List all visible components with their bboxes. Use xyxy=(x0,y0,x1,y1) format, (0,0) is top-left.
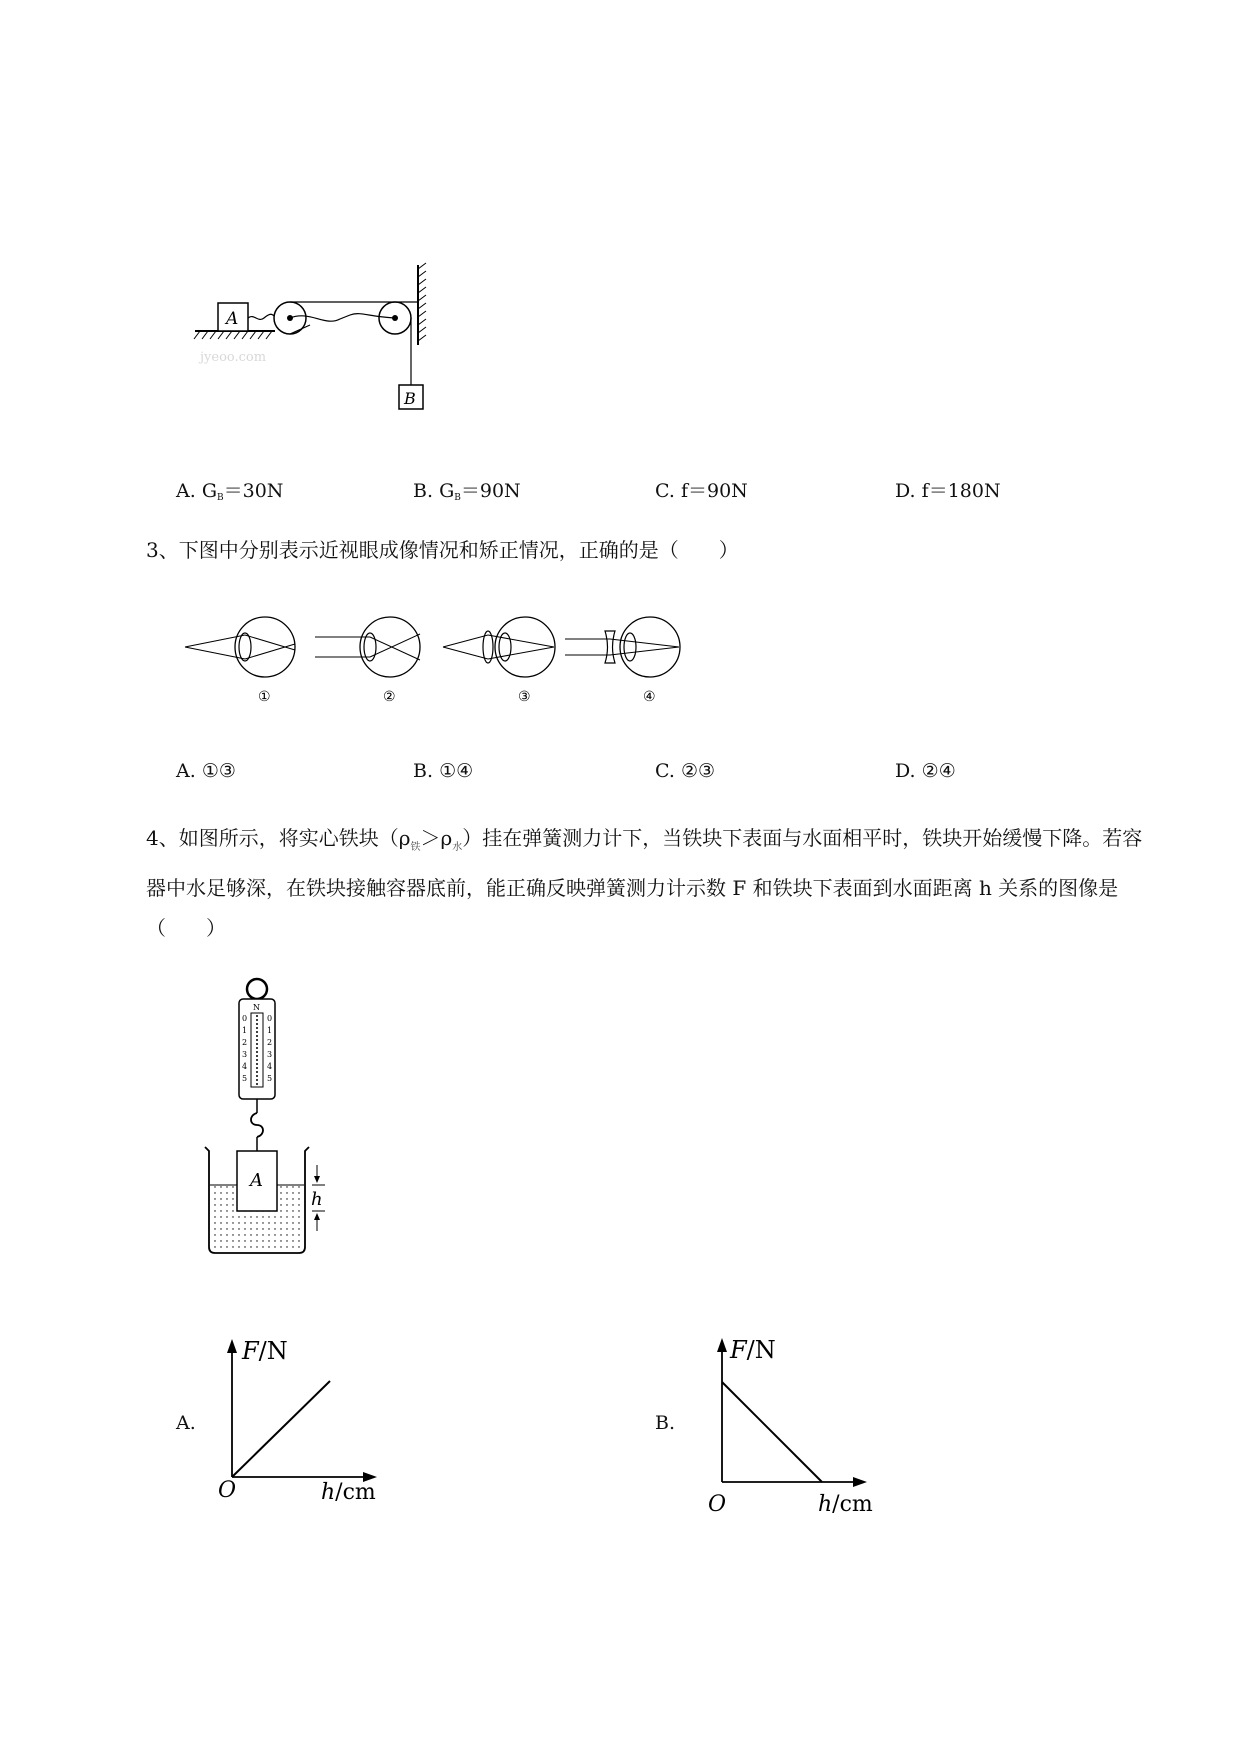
pulley-figure xyxy=(190,255,450,415)
svg-text:F/N: F/N xyxy=(730,1336,776,1364)
eye-1 xyxy=(185,617,295,705)
q4-stem: 4、如图所示，将实心铁块$(\rho_铁>\rho_水)$挂在弹簧测力计下，当铁块下表面与水面相平时，铁块开始缓慢下降。若容器中水足够深，在铁块接触容器底前，能正确反映弹簧测力计示数 F 和铁块下表面到水面距离 h 关系的图像是（ ） xyxy=(146,826,1143,940)
svg-text:④: ④ xyxy=(643,689,656,705)
svg-text:0: 0 xyxy=(267,1014,273,1023)
svg-text:2: 2 xyxy=(267,1038,273,1047)
svg-text:4: 4 xyxy=(242,1062,248,1071)
svg-text:O: O xyxy=(708,1492,727,1517)
q2-option-a[interactable]: A. $G_B=30N$ xyxy=(176,480,284,503)
svg-text:2: 2 xyxy=(242,1038,248,1047)
svg-text:1: 1 xyxy=(267,1026,273,1035)
block-b-label: B xyxy=(404,389,416,408)
svg-text:②: ② xyxy=(383,689,396,705)
block-a-label: A xyxy=(226,309,239,329)
svg-text:4: 4 xyxy=(267,1062,273,1071)
eye-3 xyxy=(443,617,555,705)
watermark: jyeoo.com xyxy=(200,350,267,365)
svg-text:5: 5 xyxy=(267,1074,273,1083)
scale-ring xyxy=(247,979,267,999)
graph-a-line xyxy=(232,1381,330,1477)
svg-text:0: 0 xyxy=(242,1014,248,1023)
q4-option-a[interactable]: A. xyxy=(176,1412,196,1434)
graph-b xyxy=(700,1330,880,1520)
graph-a xyxy=(215,1335,395,1510)
q3-option-c[interactable]: C. ②③ xyxy=(655,760,716,782)
eye-2 xyxy=(315,617,420,705)
q3-stem: 3、下图中分别表示近视眼成像情况和矫正情况，正确的是（ ） xyxy=(146,538,739,562)
svg-text:F/N: F/N xyxy=(242,1337,288,1365)
q3-option-b[interactable]: B. ①④ xyxy=(413,760,474,782)
q2-option-c[interactable]: C. f＝90N xyxy=(655,480,748,502)
svg-text:①: ① xyxy=(258,689,271,705)
q3-option-a[interactable]: A. ①③ xyxy=(176,760,236,782)
q2-option-d[interactable]: D. f＝180N xyxy=(895,480,1001,502)
spring-scale-figure xyxy=(195,975,345,1260)
svg-text:h/cm: h/cm xyxy=(818,1492,873,1517)
svg-text:O: O xyxy=(218,1478,237,1503)
q3-option-d[interactable]: D. ②④ xyxy=(895,760,956,782)
svg-text:h: h xyxy=(311,1189,323,1210)
graph-b-line xyxy=(722,1382,822,1482)
q4-option-b[interactable]: B. xyxy=(655,1412,676,1434)
svg-text:1: 1 xyxy=(242,1026,248,1035)
svg-text:5: 5 xyxy=(242,1074,248,1083)
svg-text:③: ③ xyxy=(518,689,531,705)
svg-text:A: A xyxy=(250,1170,263,1191)
svg-text:3: 3 xyxy=(242,1050,248,1059)
svg-text:3: 3 xyxy=(267,1050,273,1059)
svg-text:N: N xyxy=(253,1003,260,1012)
eye-figures xyxy=(180,605,710,710)
q2-option-b[interactable]: B. $G_B=90N$ xyxy=(413,480,521,503)
svg-text:h/cm: h/cm xyxy=(321,1480,376,1505)
eye-4 xyxy=(565,617,680,705)
